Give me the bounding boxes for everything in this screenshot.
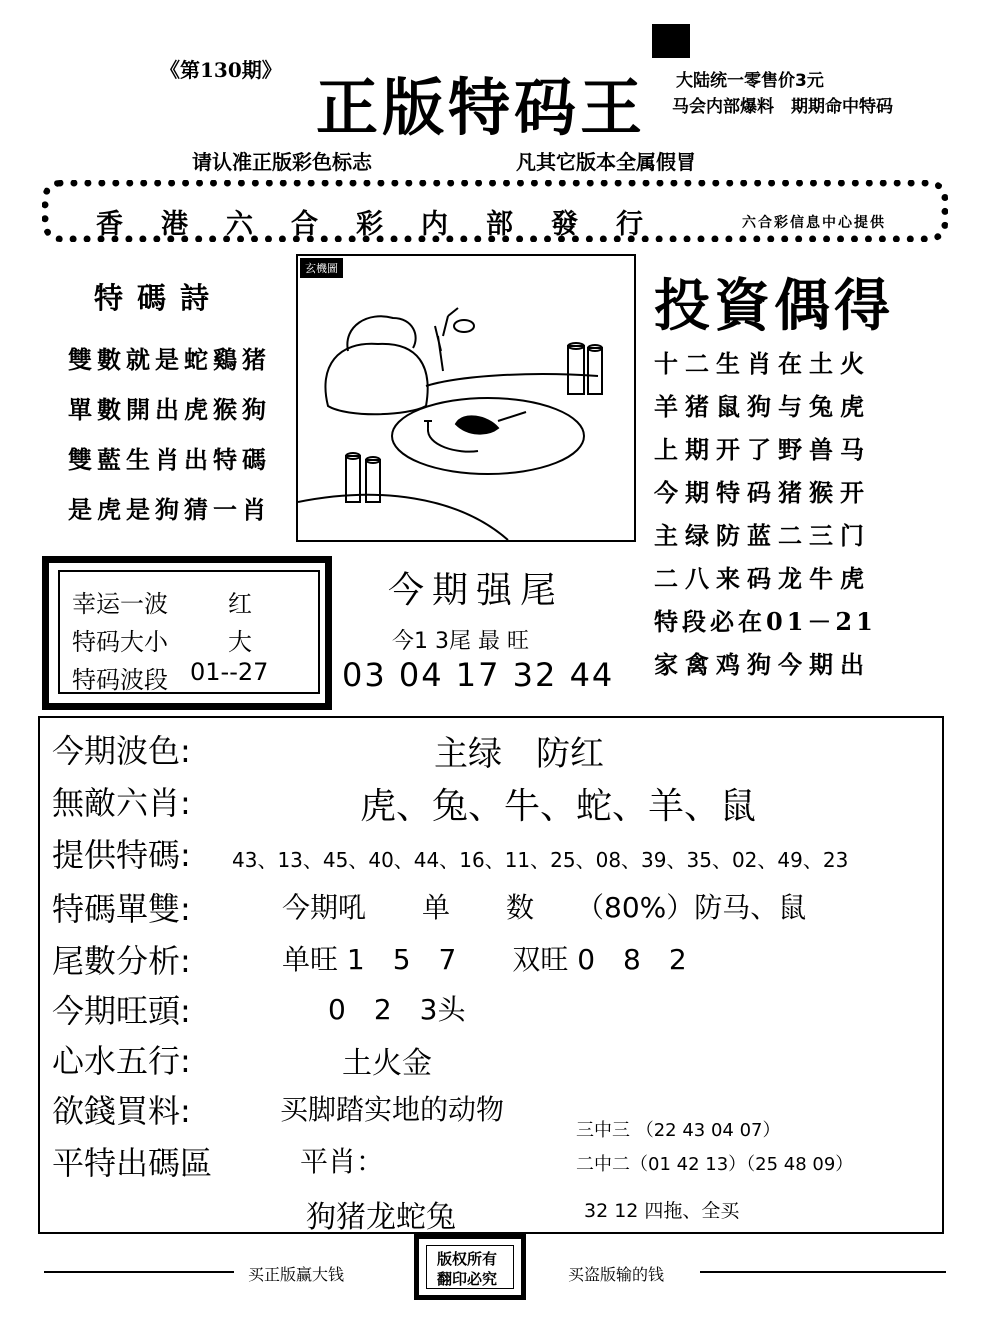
lucky-wave-value: 红 bbox=[228, 590, 252, 618]
four-tow: 32 12 四拖、全买 bbox=[584, 1200, 740, 1222]
flat-sub-label: 平肖： bbox=[300, 1145, 385, 1178]
wuxing-value: 土火金 bbox=[342, 1046, 432, 1081]
lucky-range-value: 01--27 bbox=[190, 658, 269, 686]
codes-label: 提供特碼: bbox=[52, 836, 191, 874]
right-poem-line: 上期开了野兽马 bbox=[654, 435, 871, 464]
color-label: 今期波色: bbox=[52, 732, 191, 770]
footer-right-line bbox=[700, 1271, 946, 1273]
notice-right: 凡其它版本全属假冒 bbox=[516, 150, 696, 174]
right-poem-line: 十二生肖在土火 bbox=[654, 349, 871, 378]
three-in-three: 三中三 （22 43 04 07） bbox=[576, 1120, 781, 1141]
six-zodiac-label: 無敵六肖: bbox=[52, 784, 191, 822]
tail-analysis-value: 单旺 1 5 7 双旺 0 8 2 bbox=[282, 943, 687, 976]
right-poem-line: 主绿防蓝二三门 bbox=[654, 521, 871, 550]
right-poem-title: 投資偶得 bbox=[654, 273, 894, 339]
poem-line: 是虎是狗猜一肖 bbox=[68, 495, 271, 524]
page-title: 正版特码王 bbox=[316, 71, 647, 144]
poem-title: 特碼詩 bbox=[94, 281, 224, 315]
six-zodiac-value: 虎、兔、牛、蛇、羊、鼠 bbox=[360, 786, 757, 827]
poem-line: 單數開出虎猴狗 bbox=[68, 395, 271, 424]
right-poem-line: 二八来码龙牛虎 bbox=[654, 564, 871, 593]
poem-line: 雙藍生肖出特碼 bbox=[68, 445, 271, 474]
footer-left-text: 买正版赢大钱 bbox=[248, 1265, 345, 1284]
tail-numbers: 03 04 17 32 44 bbox=[342, 656, 615, 694]
right-poem-line: 羊猪鼠狗与兔虎 bbox=[654, 392, 871, 421]
footer-right-text: 买盗版输的钱 bbox=[568, 1265, 665, 1284]
tail-title: 今期强尾 bbox=[388, 570, 565, 611]
price-text: 大陆统一零售价3元 bbox=[676, 71, 824, 91]
buy-value: 买脚踏实地的动物 bbox=[280, 1093, 505, 1126]
right-poem-line: 今期特码猪猴开 bbox=[654, 478, 871, 507]
tail-analysis-label: 尾數分析: bbox=[52, 942, 191, 980]
picture-drawing bbox=[298, 256, 634, 540]
picture-label: 玄機圖 bbox=[300, 258, 343, 278]
flat-label: 平特出碼區 bbox=[52, 1144, 213, 1182]
copyright-line-2: 翻印必究 bbox=[437, 1270, 498, 1288]
footer-left-line bbox=[44, 1271, 234, 1273]
slogan-text: 马会内部爆料 期期命中特码 bbox=[672, 97, 893, 117]
odd-even-label: 特碼單雙: bbox=[52, 890, 191, 928]
lucky-size-label: 特码大小 bbox=[72, 628, 168, 656]
two-in-two: 二中二（01 42 13）（25 48 09） bbox=[576, 1154, 854, 1175]
right-poem-line: 特段必在01－21 bbox=[654, 607, 877, 636]
black-square-mark bbox=[652, 24, 690, 58]
issue-number: 《第130期》 bbox=[160, 58, 282, 82]
buy-label: 欲錢買料: bbox=[52, 1092, 191, 1130]
lucky-wave-label: 幸运一波 bbox=[72, 590, 168, 618]
mystery-picture bbox=[296, 254, 636, 542]
copyright-line-1: 版权所有 bbox=[437, 1250, 498, 1268]
lucky-range-label: 特码波段 bbox=[72, 666, 168, 694]
copyright-box bbox=[414, 1234, 526, 1300]
right-poem-line: 家禽鸡狗今期出 bbox=[654, 650, 871, 679]
head-label: 今期旺頭: bbox=[52, 992, 191, 1030]
poem-line: 雙數就是蛇鷄猪 bbox=[68, 345, 271, 374]
codes-value: 43、13、45、40、44、16、11、25、08、39、35、02、49、23 bbox=[232, 848, 849, 872]
odd-even-value: 今期吼 单 数 （80%）防马、鼠 bbox=[282, 891, 807, 924]
wuxing-label: 心水五行: bbox=[52, 1042, 191, 1080]
tail-subtitle: 今1 3尾 最 旺 bbox=[392, 629, 529, 654]
color-value: 主绿 防红 bbox=[434, 734, 604, 774]
banner-provider: 六合彩信息中心提供 bbox=[742, 215, 886, 231]
head-value: 0 2 3头 bbox=[328, 993, 466, 1026]
lucky-size-value: 大 bbox=[228, 628, 252, 656]
flat-value: 狗猪龙蛇兔 bbox=[306, 1200, 456, 1235]
banner-text: 香港六合彩内部發行 bbox=[96, 209, 681, 240]
notice-left: 请认准正版彩色标志 bbox=[192, 150, 372, 174]
